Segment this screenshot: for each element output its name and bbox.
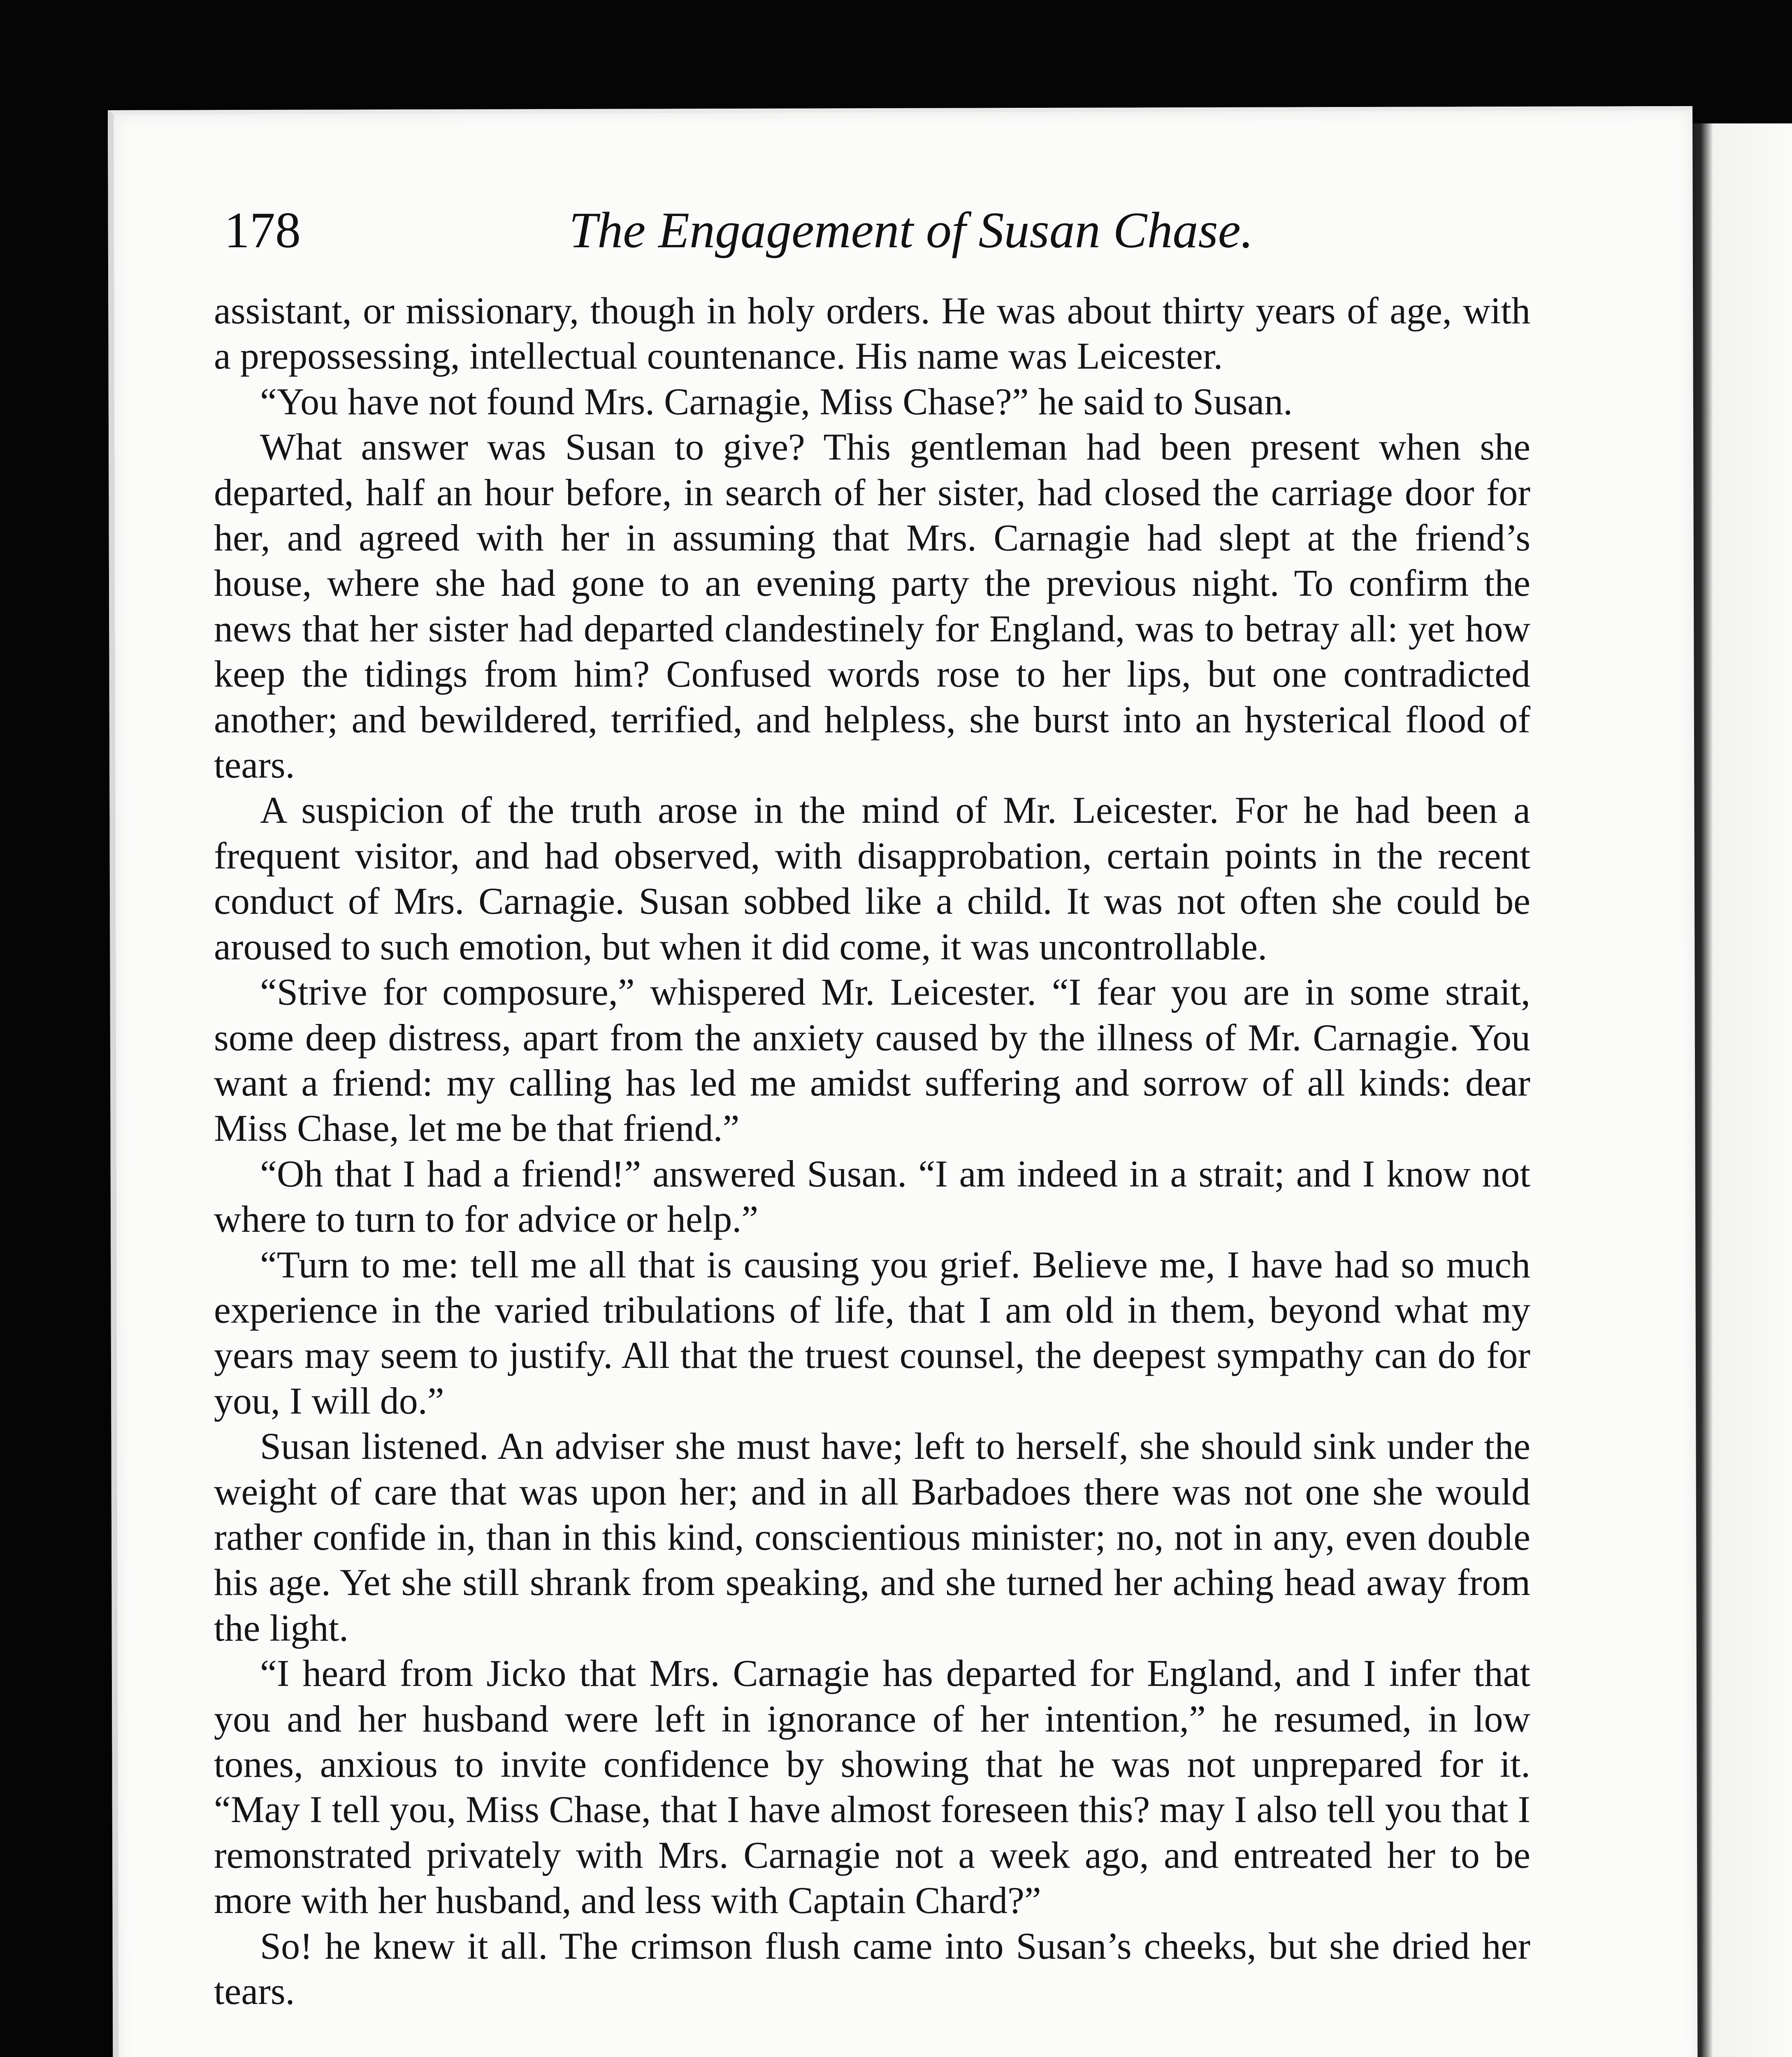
page-number: 178 — [224, 202, 301, 258]
paragraph: “Strive for composure,” whispered Mr. Leicester. “I fear you are in some strait, some deep distress, apart from the anxiety caused by the illness of Mr. Carnagie. You want a friend: my calling has led me amidst suffering and sorrow of all kinds: dear Miss Chase, let me be that friend.” — [214, 971, 1530, 1149]
paragraph-continued: assistant, or missionary, though in holy orders. He was about thirty years of age, with a prepossessing, intellectual countenance. His name was Leicester. — [214, 290, 1530, 377]
paragraph: Susan listened. An adviser she must have; left to herself, she should sink under the weight of care that was upon her; and in all Barbadoes there was not one she would rather confide in, than in this kind, conscientious minister; no, not in any, even double his age. Yet she still shrank from speaking, and she turned her aching head away from the light. — [214, 1425, 1530, 1649]
paragraph: A suspicion of the truth arose in the mind of Mr. Leicester. For he had been a frequent visitor, and had observed, with disapprobation, certain points in the recent conduct of Mrs. Carnagie. Susan sobbed like a child. It was not often she could be aroused to such emotion, but when it did come, it was uncontrollable. — [214, 789, 1530, 968]
body-text — [214, 288, 1530, 2014]
page-header — [224, 181, 1524, 280]
paragraph: So! he knew it all. The crimson flush came into Susan’s cheeks, but she dried her tears. — [214, 1925, 1530, 2013]
running-title: The Engagement of Susan Chase. — [569, 202, 1253, 258]
paragraph: “Turn to me: tell me all that is causing you grief. Believe me, I have had so much experience in the varied tribulations of life, that I am old in them, beyond what my years may seem to justify. All that the truest counsel, the deepest sympathy can do for you, I will do.” — [214, 1243, 1530, 1422]
paragraph: “You have not found Mrs. Carnagie, Miss Chase?” he said to Susan. — [260, 380, 1293, 423]
next-page-edge — [1691, 123, 1792, 2057]
paragraph: “Oh that I had a friend!” answered Susan. “I am indeed in a strait; and I know not where to turn to for advice or help.” — [214, 1152, 1530, 1240]
paragraph: “I heard from Jicko that Mrs. Carnagie has departed for England, and I infer that you and her husband were left in ignorance of her intention,” he resumed, in low tones, anxious to invite confidence by showing that he was not unprepared for it. “May I tell you, Miss Chase, that I have almost foreseen this? may I also tell you that I remonstrated privately with Mrs. Carnagie not a week ago, and entreated her to be more with her husband, and less with Captain Chard?” — [214, 1652, 1530, 1922]
paragraph: What answer was Susan to give? This gentleman had been present when she departed, half an hour before, in search of her sister, had closed the carriage door for her, and agreed with her in assuming that Mrs. Carnagie had slept at the friend’s house, where she had gone to an evening party the previous night. To confirm the news that her sister had departed clandestinely for England, was to betray all: yet how keep the tidings from him? Confused words rose to her lips, but one contradicted another; and bewildered, terrified, and helpless, she burst into an hysterical flood of tears. — [214, 426, 1530, 786]
